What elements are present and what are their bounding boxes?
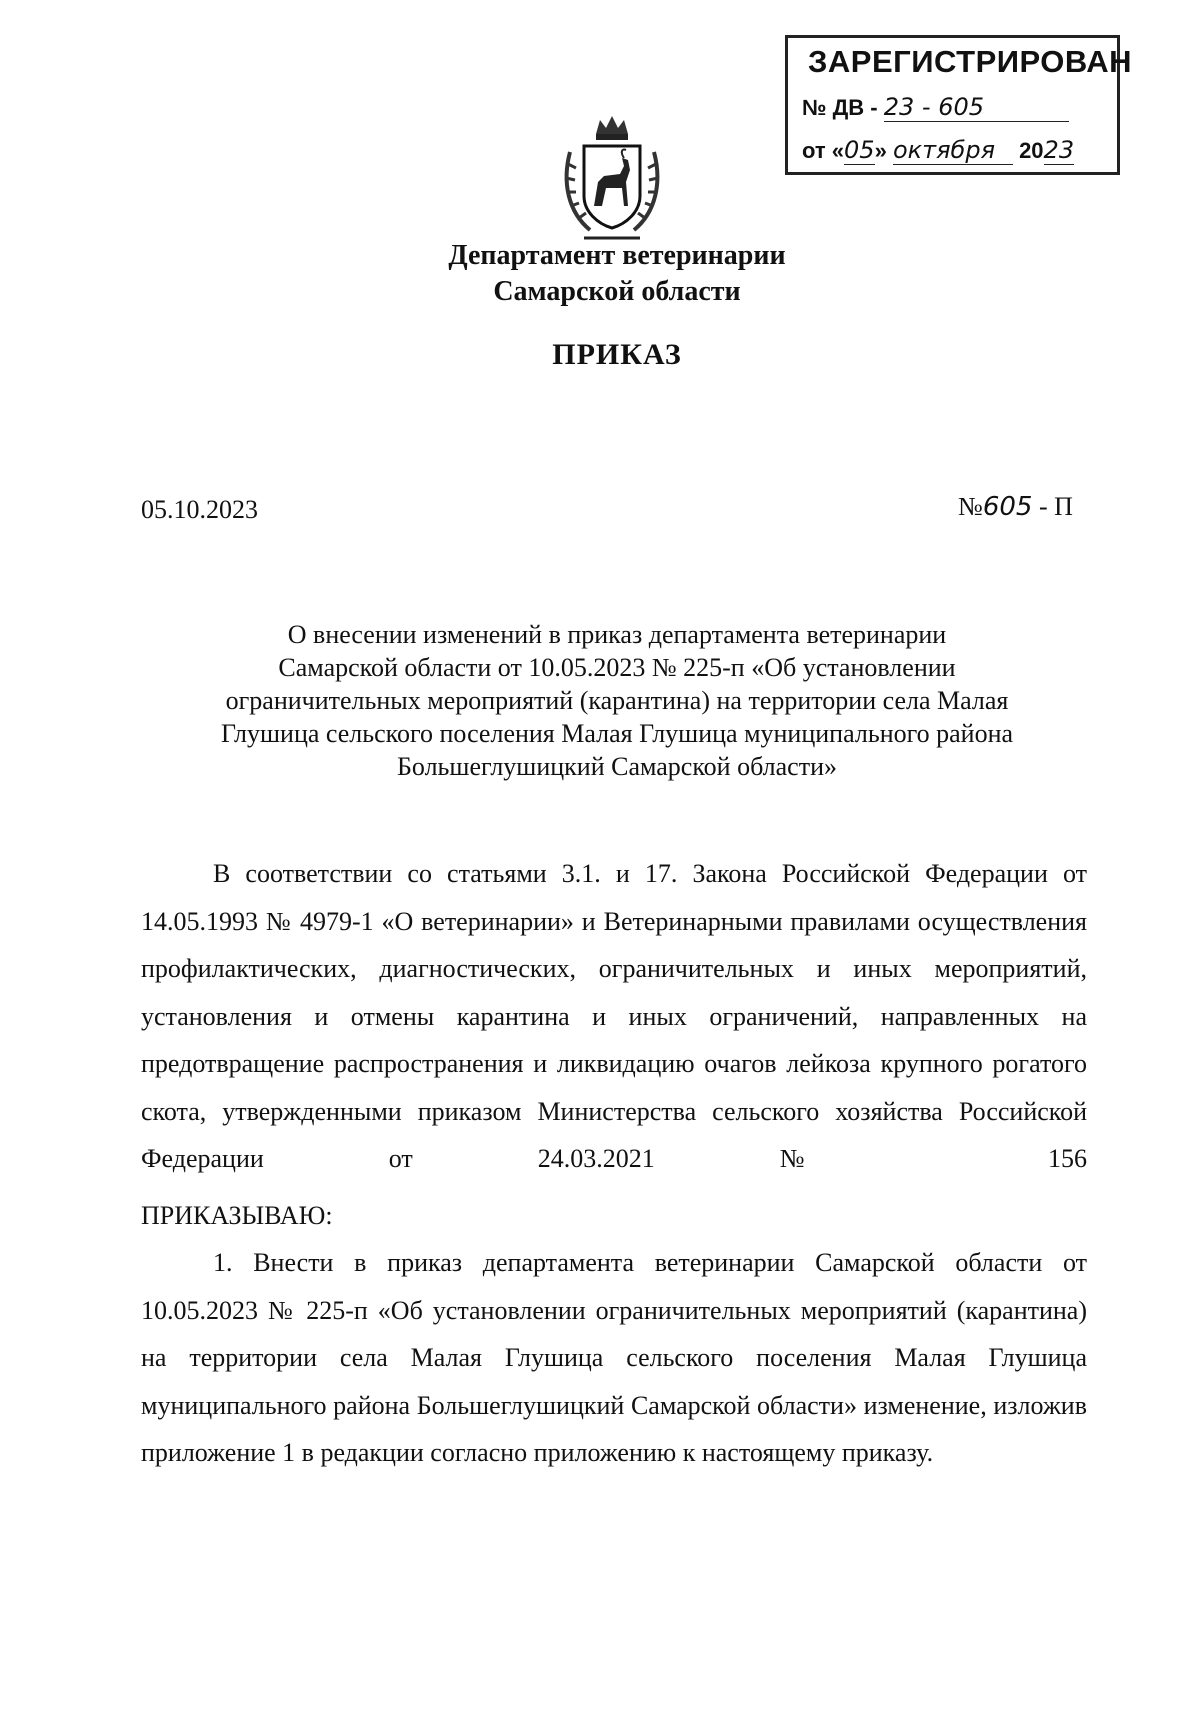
order-date: 05.10.2023 <box>141 495 258 524</box>
department-name <box>0 238 1200 310</box>
order-subject <box>150 618 1084 783</box>
department-line-2: Самарской области <box>493 276 741 307</box>
stamp-date-mid: » <box>874 138 887 163</box>
stamp-number-line <box>802 93 1069 122</box>
item-1-block <box>141 1239 1087 1477</box>
preamble-block <box>141 850 1087 1183</box>
order-number <box>958 492 1073 522</box>
subject-line: ограничительных мероприятий (карантина) на территории села Малая <box>225 686 1009 715</box>
department-line-1: Департамент ветеринарии <box>448 240 786 271</box>
order-number-prefix: № <box>958 492 983 521</box>
stamp-date-prefix: от « <box>802 138 845 163</box>
samara-coat-of-arms-icon <box>560 112 664 240</box>
stamp-date-day: 05 <box>844 136 875 164</box>
stamp-number-handwritten: 23 - 605 <box>884 93 1069 122</box>
preamble-paragraph: В соответствии со статьями 3.1. и 17. Закона Российской Федерации от 14.05.1993 № 4979-1 «О ветеринарии» и Ветеринарными правилами осуществления профилактических, диагностических, ограничительных и иных мероприятий, установления и отмены карантина и иных ограничений, направленных на предотвращение распространения и ликвидацию очагов лейкоза крупного рогатого скота, утвержденными приказом Министерства сельского хозяйства Российской Федерации от 24.03.2021 № 156 <box>141 859 1087 1173</box>
order-word: ПРИКАЗЫВАЮ: <box>141 1201 333 1230</box>
subject-line: Глушица сельского поселения Малая Глушица муниципального района <box>220 719 1014 748</box>
subject-line: Самарской области от 10.05.2023 № 225-п «Об установлении <box>278 653 956 682</box>
order-number-suffix: - П <box>1038 492 1073 521</box>
document-type: ПРИКАЗ <box>552 338 682 371</box>
subject-line: Большеглушицкий Самарской области» <box>397 752 837 781</box>
stamp-number-prefix: № ДВ - <box>802 95 878 120</box>
registration-stamp <box>785 35 1133 175</box>
stamp-date-month: октября <box>893 136 1013 165</box>
stamp-title: ЗАРЕГИСТРИРОВАН <box>808 44 1133 79</box>
subject-line: О внесении изменений в приказ департамента ветеринарии <box>287 620 947 649</box>
order-number-handwritten: 605 <box>982 492 1033 522</box>
item-1-paragraph: 1. Внести в приказ департамента ветеринарии Самарской области от 10.05.2023 № 225-п «Об установлении ограничительных мероприятий (карантина) на территории села Малая Глушица сельского поселения Малая Глушица муниципального района Большеглушицкий Самарской области» изменение, изложив приложение 1 в редакции согласно приложению к настоящему приказу. <box>141 1248 1087 1467</box>
stamp-date-year: 23 <box>1043 136 1075 164</box>
stamp-date-year-prefix: 20 <box>1019 138 1044 163</box>
stamp-date-line <box>802 136 1074 165</box>
